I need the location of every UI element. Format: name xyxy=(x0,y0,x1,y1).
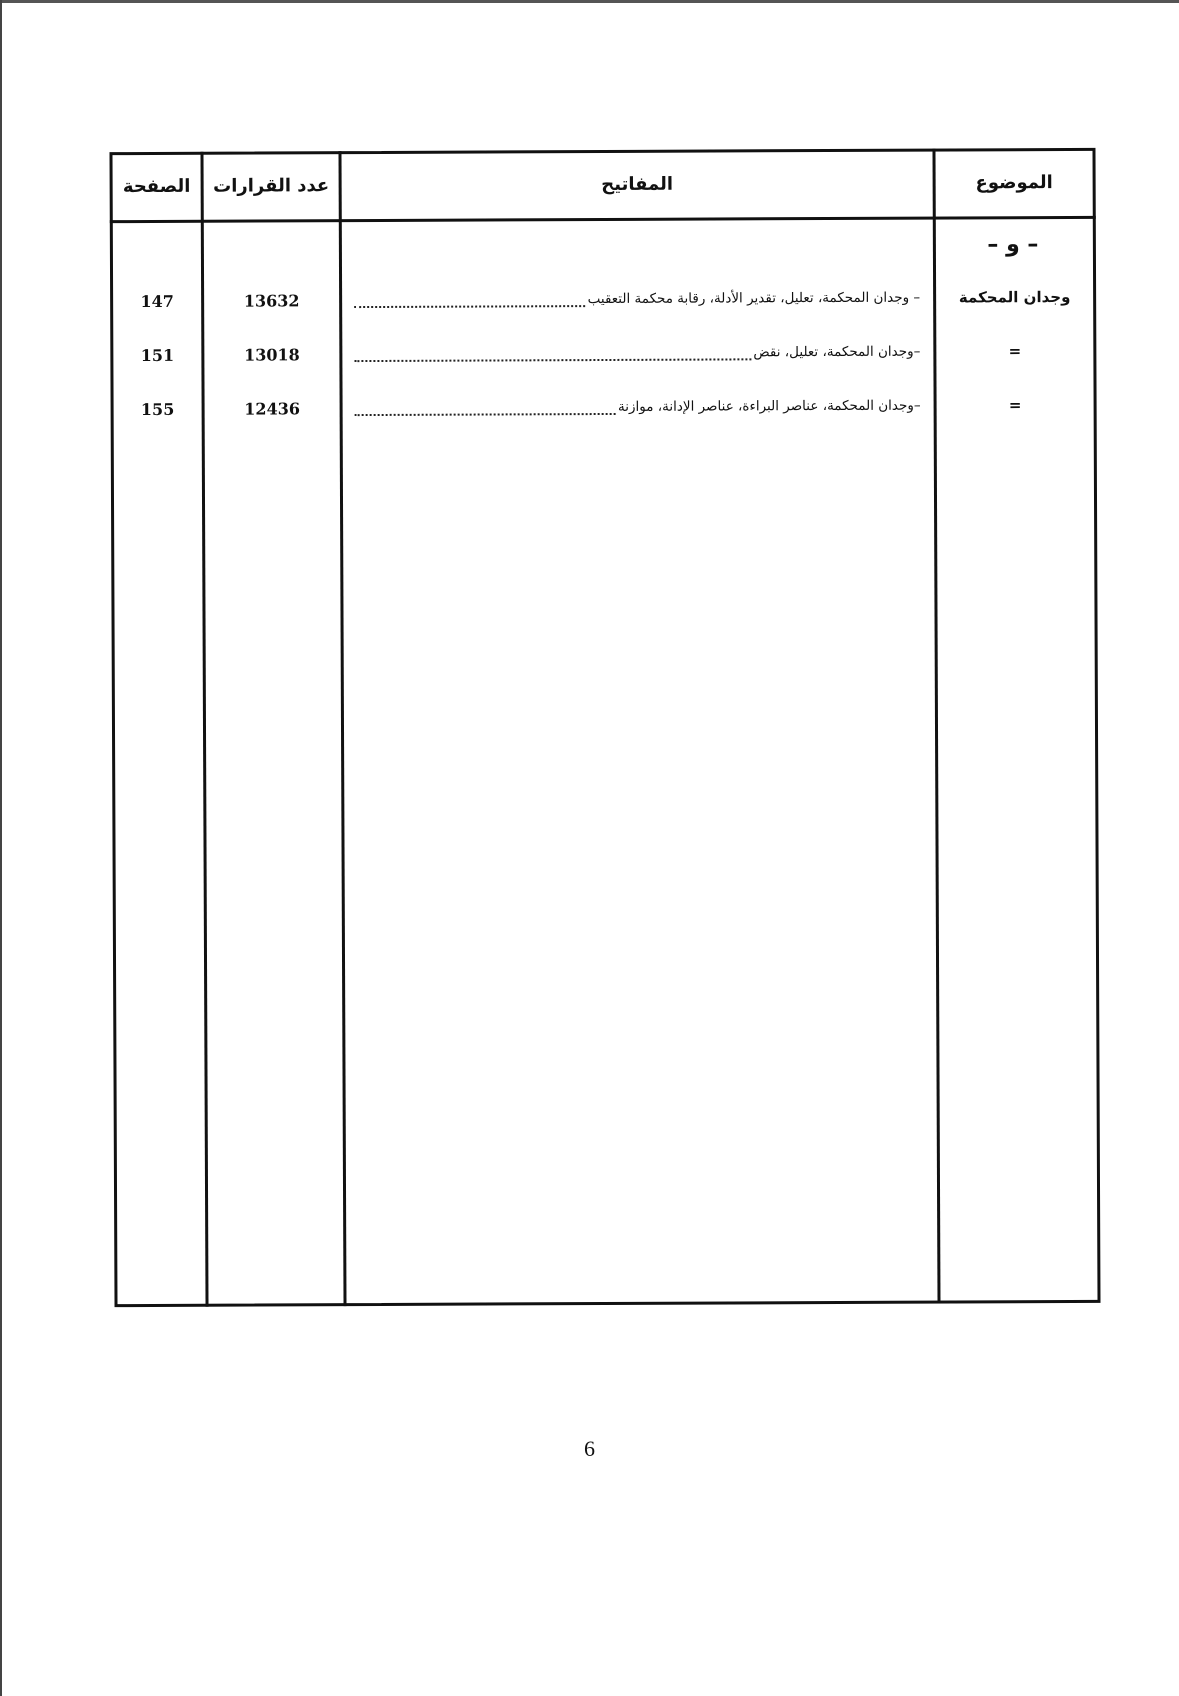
row-topic: = xyxy=(1008,342,1022,361)
row-decision-count: 12436 xyxy=(244,398,300,419)
row-topic: وجدان المحكمة xyxy=(958,287,1071,307)
header-page: الصفحة xyxy=(122,175,191,197)
table-row xyxy=(111,388,1097,426)
row-keywords xyxy=(354,281,920,317)
index-table xyxy=(109,148,1100,1307)
table-row xyxy=(110,334,1096,372)
header-topic: الموضوع xyxy=(975,171,1053,193)
row-page: 151 xyxy=(140,345,175,365)
row-keywords xyxy=(354,335,920,371)
dot-leader xyxy=(355,399,616,416)
dot-leader xyxy=(354,344,751,362)
scan-edge-top xyxy=(0,0,1179,3)
row-page: 155 xyxy=(140,399,175,419)
page-number: 6 xyxy=(584,1436,595,1461)
row-keywords-text: –وجدان المحكمة، تعليل، نقض xyxy=(753,343,921,361)
row-decision-count: 13018 xyxy=(243,344,300,365)
row-topic: = xyxy=(1008,396,1022,415)
row-decision-count: 13632 xyxy=(243,290,300,311)
table-row xyxy=(110,280,1096,318)
table-frame xyxy=(109,148,1100,1307)
dot-leader xyxy=(354,291,586,308)
row-keywords xyxy=(355,389,921,425)
letter-heading: – و – xyxy=(987,232,1039,258)
header-keywords: المفاتيح xyxy=(601,173,674,195)
row-page: 147 xyxy=(140,291,174,311)
header-decision-count: عدد القرارات xyxy=(213,174,330,197)
row-keywords-text: – وجدان المحكمة، تعليل، تقدير الأدلة، رقابة محكمة التعقيب xyxy=(587,289,921,308)
row-keywords-text: –وجدان المحكمة، عناصر البراءة، عناصر الإدانة، موازنة xyxy=(617,397,921,415)
